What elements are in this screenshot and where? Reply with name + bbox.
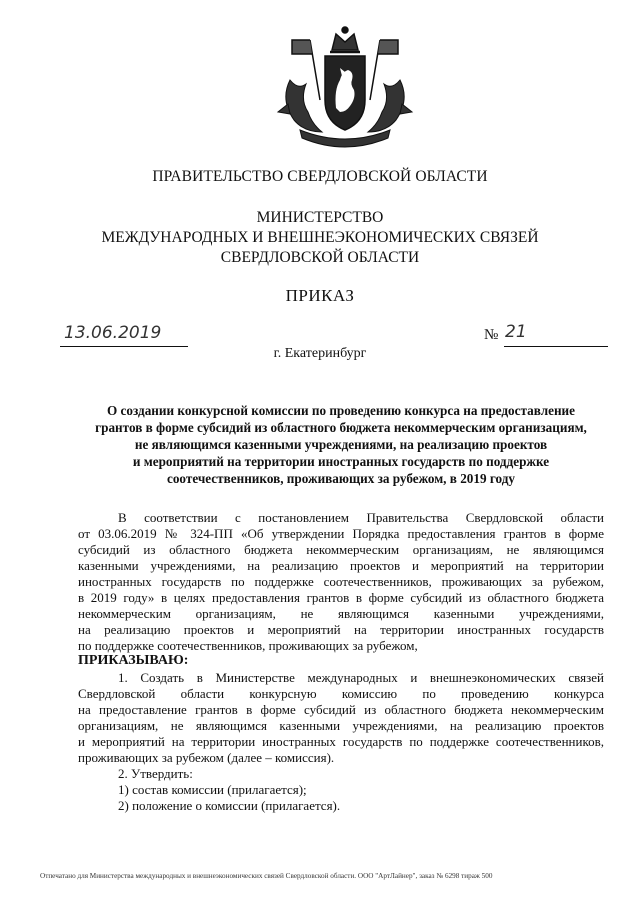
title-line: и мероприятий на территории иностранных государств по поддержке [132, 454, 550, 469]
item-2-heading: 2. Утвердить: [118, 766, 193, 781]
preamble-line: в 2019 году» в целях предоставления грантов в форме субсидий из областного бюджета [78, 590, 604, 605]
title-line: грантов в форме субсидий из областного бюджета некоммерческим организациям, [95, 420, 587, 435]
preamble-line: субсидий из областного бюджета некоммерческим организациям, не являющимся [78, 542, 604, 557]
title-line: не являющимся казенными учреждениями, на реализацию проектов [134, 437, 548, 452]
preamble-line: от 03.06.2019 № 324-ПП «Об утверждении Порядка предоставления грантов в форме [78, 526, 604, 541]
document-type: ПРИКАЗ [285, 286, 355, 305]
number-label: № [484, 327, 499, 343]
preamble-line: на реализацию проектов и мероприятий на территории иностранных государств [78, 622, 604, 637]
item-1-line: 1. Создать в Министерстве международных и внешнеэкономических связей [118, 670, 604, 685]
item-2-subitem-1: 1) состав комиссии (прилагается); [118, 782, 307, 797]
item-1-line: организациям, не являющимся казенными учреждениями, на реализацию проектов [78, 718, 604, 733]
order-date: 13.06.2019 [64, 323, 162, 343]
preamble-line: некоммерческим организациям, не являющимся казенными учреждениями, [78, 606, 604, 621]
item-2-subitem-2: 2) положение о комиссии (прилагается). [118, 798, 341, 813]
item-1-line: на предоставление грантов в форме субсидий из областного бюджета некоммерческим [78, 702, 604, 717]
title-line: О создании конкурсной комиссии по проведению конкурса на предоставление [106, 403, 575, 418]
item-1-line: и мероприятий на территории иностранных государств по поддержке соотечественников, [78, 734, 604, 749]
coat-of-arms-icon [270, 20, 420, 160]
ministry-heading-line-3: СВЕРДЛОВСКОЙ ОБЛАСТИ [220, 249, 420, 266]
ministry-heading-line-2: МЕЖДУНАРОДНЫХ И ВНЕШНЕЭКОНОМИЧЕСКИХ СВЯЗЕЙ [101, 229, 539, 246]
print-footer: Отпечатано для Министерства международных и внешнеэкономических связей Свердловской области. ООО "АртЛайнер", заказ № 6298 тираж 500 [40, 872, 493, 880]
ministry-heading-line-1: МИНИСТЕРСТВО [256, 209, 384, 226]
item-1-line: проживающих за рубежом (далее – комиссия). [78, 750, 335, 765]
preamble-line: по поддержке соотечественников, проживающих за рубежом, [78, 638, 418, 653]
city: г. Екатеринбург [273, 346, 367, 361]
title-line: соотечественников, проживающих за рубежом, в 2019 году [166, 471, 516, 486]
item-1-line: Свердловской области конкурсную комиссию по проведению конкурса [78, 686, 604, 701]
preamble-line: В соответствии с постановлением Правительства Свердловской области [118, 510, 604, 525]
government-heading: ПРАВИТЕЛЬСТВО СВЕРДЛОВСКОЙ ОБЛАСТИ [152, 168, 488, 185]
preamble-line: казенными учреждениями, на реализацию проектов и мероприятий на территории [78, 558, 604, 573]
order-title [78, 402, 604, 487]
order-word: ПРИКАЗЫВАЮ: [78, 653, 189, 668]
preamble-line: иностранных государств по поддержке соотечественников, проживающих за рубежом, [78, 574, 604, 589]
order-number: 21 [505, 322, 527, 342]
